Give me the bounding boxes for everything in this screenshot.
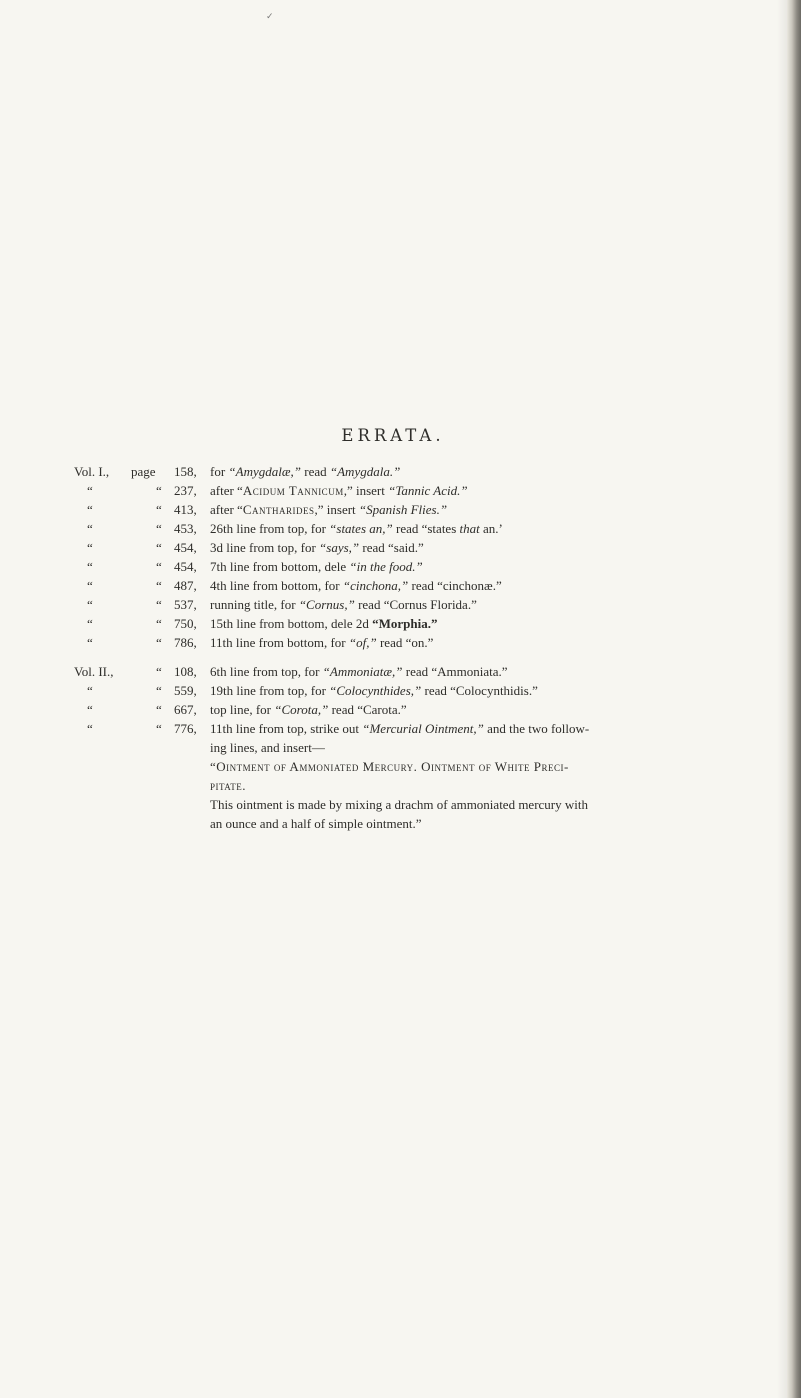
insert-text-line: ing lines, and insert—	[210, 740, 325, 755]
ditto-mark: “	[87, 616, 93, 631]
ditto-mark: “	[156, 540, 162, 555]
ditto-mark: “	[87, 635, 93, 650]
ditto-mark: “	[156, 578, 162, 593]
ditto-mark: “	[87, 683, 93, 698]
ditto-mark: “	[156, 521, 162, 536]
page-edge-shadow	[777, 0, 787, 1398]
ditto-mark: “	[87, 702, 93, 717]
ditto-mark: “	[156, 597, 162, 612]
volume-label: Vol. I.,	[74, 464, 110, 479]
ditto-mark: “	[87, 597, 93, 612]
page-word: page	[131, 464, 156, 479]
ditto-mark: “	[156, 664, 162, 679]
ditto-mark: “	[87, 502, 93, 517]
ditto-mark: “	[87, 578, 93, 593]
ditto-mark: “	[87, 521, 93, 536]
ditto-mark: “	[156, 702, 162, 717]
insert-text-line: pitate.	[210, 778, 247, 793]
check-mark: ✓	[266, 12, 274, 22]
ditto-mark: “	[87, 559, 93, 574]
ditto-mark: “	[156, 502, 162, 517]
insert-text-line: “Ointment of Ammoniated Mercury. Ointment of White Preci-	[210, 759, 569, 774]
volume-label: Vol. II.,	[74, 664, 114, 679]
insert-text-line: This ointment is made by mixing a drachm of ammoniated mercury with	[210, 797, 588, 812]
insert-text-line: an ounce and a half of simple ointment.”	[210, 816, 422, 831]
ditto-mark: “	[156, 683, 162, 698]
ditto-mark: “	[156, 635, 162, 650]
ditto-mark: “	[156, 721, 162, 736]
errata-title: ERRATA.	[341, 426, 445, 445]
ditto-mark: “	[87, 483, 93, 498]
ditto-mark: “	[87, 721, 93, 736]
ditto-mark: “	[156, 559, 162, 574]
ditto-mark: “	[156, 483, 162, 498]
page-edge	[787, 0, 801, 1398]
ditto-mark: “	[87, 540, 93, 555]
ditto-mark: “	[156, 616, 162, 631]
